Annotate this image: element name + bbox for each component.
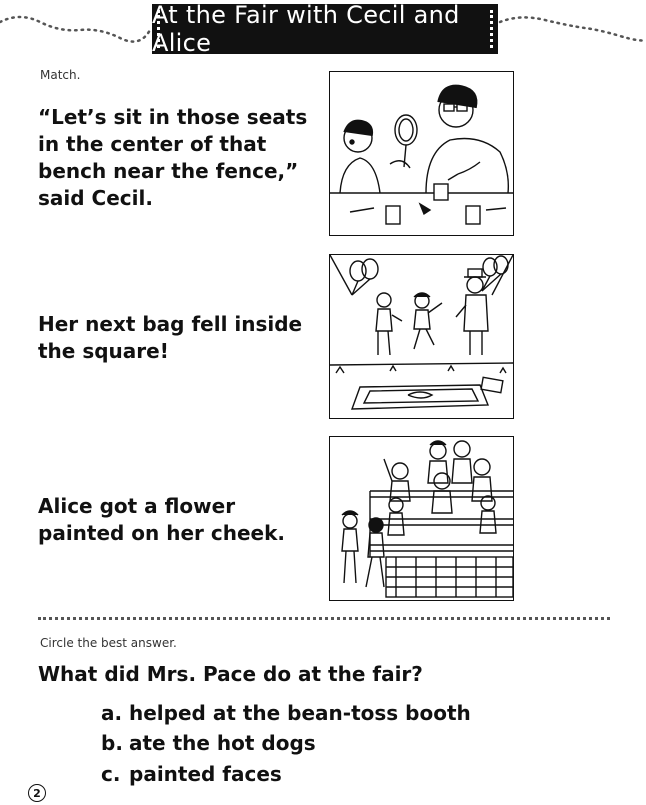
answer-text: painted faces bbox=[129, 762, 282, 786]
answer-text: ate the hot dogs bbox=[129, 731, 316, 755]
match-instruction: Match. bbox=[40, 68, 81, 82]
match-sentence-3: Alice got a flower painted on her cheek. bbox=[38, 494, 286, 545]
answer-letter: a. bbox=[101, 701, 123, 725]
page-title: At the Fair with Cecil and Alice bbox=[152, 4, 498, 54]
face-painting-illustration bbox=[329, 71, 514, 236]
bleacher-seats-illustration bbox=[329, 436, 514, 601]
match-sentence-2: Her next bag fell inside the square! bbox=[38, 312, 303, 363]
answer-letter: b. bbox=[101, 731, 123, 755]
answer-option-b[interactable] bbox=[101, 731, 316, 755]
answer-option-c[interactable] bbox=[101, 762, 282, 786]
bean-bag-toss-illustration bbox=[329, 254, 514, 419]
page-number: 2 bbox=[28, 784, 46, 802]
answer-text: helped at the bean-toss booth bbox=[129, 701, 471, 725]
answer-option-a[interactable] bbox=[101, 701, 471, 725]
question-text: What did Mrs. Pace do at the fair? bbox=[38, 662, 423, 686]
section-divider bbox=[38, 617, 610, 620]
answer-letter: c. bbox=[101, 762, 121, 786]
question-instruction: Circle the best answer. bbox=[40, 636, 177, 650]
match-sentence-1: “Let’s sit in those seats in the center of that bench near the fence,” said Cecil. bbox=[38, 105, 308, 210]
